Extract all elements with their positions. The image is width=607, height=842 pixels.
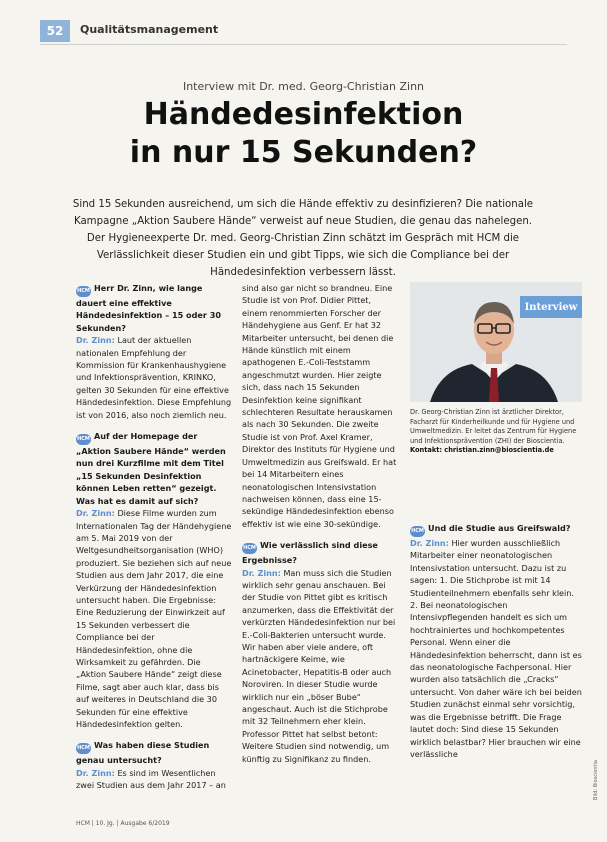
speaker-label: Dr. Zinn:	[410, 538, 449, 548]
title-line-2: in nur 15 Sekunden?	[129, 135, 478, 170]
text-column-2	[242, 282, 397, 774]
speaker-label: Dr. Zinn:	[76, 767, 115, 778]
hcm-question-icon: HCM	[242, 543, 257, 554]
text-column-1	[76, 282, 232, 801]
answer: Dr. Zinn: Laut der aktuellen nationalen Empfehlung der Kommission für Krankenhaushygiene und Infektionsprävention, KRINKO, gelten 30 Sekunden für eine effektive Händedesinfektion. Diese Empfehlung ist von 2016, also noch ziemlich neu.	[76, 335, 232, 420]
answer: Dr. Zinn: Man muss sich die Studien wirklich sehr genau anschauen. Bei der Studie von Pittet gibt es kritisch anzumerken, dass die Effektivität der verkürzten Händedesinfektion nur bei E.-Coli-Bakterien untersucht wurde. Wir haben aber viele andere, oft hartnäckigere Keime, wie Acinetobacter, Hepatitis-B oder auch Noroviren. In dieser Studie wurde wirklich nur ein „böser Bube“ angeschaut. Auch ist die Stichprobe mit 32 Teilnehmern eher klein. Professor Pittet hat selbst betont: Weitere Studien sind notwendig, um künftig zu Signifikanz zu finden.	[242, 567, 396, 764]
question: HCM Auf der Homepage der „Aktion Saubere Hände“ werden nun drei Kurzfilme mit dem Titel „15 Sekunden Desinfektion können Leben retten“ gezeigt. Was hat es damit auf sich?	[76, 431, 226, 506]
speaker-label: Dr. Zinn:	[76, 335, 115, 346]
answer: Dr. Zinn: Hier wurden ausschließlich Mitarbeiter einer neonatologischen Intensivstation untersucht. Dazu ist zu sagen: 1. Die Stichprobe ist mit 14 Studienteilnehmern ebenfalls sehr klein. 2. Bei neonatologischen Intensivpflegenden handelt es sich um hochtrainiertes und hochkompetentes Personal. Wenn einer die Händedesinfektion beherrscht, dann ist es das neonatologische Fachpersonal. Hier wurden also tatsächlich die „Cracks“ untersucht. Von daher wäre ich bei beiden Studien zunächst einmal sehr vorsichtig, was die Ergebnisse betrifft. Die Frage lautet doch: Sind diese 15 Sekunden wirklich belastbar? Hier brauchen wir eine verlässliche	[410, 538, 582, 759]
article-lead: Sind 15 Sekunden ausreichend, um sich die Hände effektiv zu desinfizieren? Die nationale Kampagne „Aktion Saubere Hände“ verweist auf neue Studien, die genau das nahelegen. Der Hygieneexperte Dr. med. Georg-Christian Zinn schätzt im Gespräch mit HCM die Verlässlichkeit dieser Studien ein und gibt Tipps, wie sich die Compliance bei der Händedesinfektion verbessern lässt.	[72, 199, 534, 278]
answer: Dr. Zinn: Es sind im Wesentlichen zwei Studien aus dem Jahr 2017 – an	[76, 767, 226, 791]
hcm-question-icon: HCM	[76, 434, 91, 445]
title-line-1: Händedesinfektion	[143, 97, 464, 132]
header-divider	[40, 44, 567, 45]
question: HCM Herr Dr. Zinn, wie lange dauert eine effektive Händedesinfektion – 15 oder 30 Sekunden?	[76, 283, 221, 333]
text-column-3	[410, 522, 582, 769]
question: HCM Und die Studie aus Greifswald?	[410, 522, 582, 537]
photo-caption: Dr. Georg-Christian Zinn ist ärztlicher Direktor, Facharzt für Kinderheilkunde und für Hygiene und Umweltmedizin. Er leitet das Zentrum für Hygiene und Infektionsprävention (ZHI) der Bioscientia. Kontakt: christian.zinn@bioscientia.de	[410, 408, 577, 454]
speaker-label: Dr. Zinn:	[242, 567, 281, 578]
hcm-question-icon: HCM	[76, 743, 91, 754]
hcm-question-icon: HCM	[410, 526, 425, 537]
section-title: Qualitätsmanagement	[80, 23, 219, 36]
speaker-label: Dr. Zinn:	[76, 508, 115, 519]
answer: Dr. Zinn: Diese Filme wurden zum Internationalen Tag der Händehygiene am 5. Mai 2019 von der Weltgesundheitsorganisation (WHO) produziert. Sie beziehen sich auf neue Studien aus dem Jahr 2017, die eine Verkürzung der Händedesinfektion untersucht haben. Die Ergebnisse: Eine Reduzierung der Einwirkzeit auf 15 Sekunden verbessert die Compliance bei der Händedesinfektion, ohne die Wirksamkeit zu gefährden. Die „Aktion Saubere Hände“ zeigt diese Filme, sagt aber auch klar, dass bis auf weiteres in Deutschland die 30 Sekunden für eine effektive Händedesinfektion gelten.	[76, 508, 232, 729]
article-title	[0, 96, 607, 172]
question: HCM Was haben diese Studien genau untersucht?	[76, 740, 210, 766]
hcm-question-icon: HCM	[76, 286, 91, 297]
photo-credit: Bild: Bioscientia	[593, 760, 599, 800]
contact-line: Kontakt: christian.zinn@bioscientia.de	[410, 446, 554, 454]
article-kicker: Interview mit Dr. med. Georg-Christian Zinn	[182, 80, 425, 93]
page-footer: HCM | 10. Jg. | Ausgabe 6/2019	[76, 820, 170, 827]
page-header	[0, 18, 607, 44]
page-number: 52	[40, 20, 70, 42]
interview-badge: Interview	[520, 296, 582, 318]
question: HCM Wie verlässlich sind diese Ergebnisse?	[242, 540, 378, 566]
answer-continued: sind also gar nicht so brandneu. Eine Studie ist von Prof. Didier Pittet, einem renommierten Forscher der Händehygiene aus Genf. Er hat 32 Mitarbeiter untersucht, bei denen die Hände künstlich mit einem apathogenen E.-Coli-Teststamm angeschmutzt wurden. Hier zeigte sich, dass nach 15 Sekunden Desinfektion keine signifikant schlechteren Resultate herauskamen als nach 30 Sekunden. Die zweite Studie ist von Prof. Axel Kramer, Direktor des Instituts für Hygiene und Umweltmedizin aus Greifswald. Er hat bei 14 Mitarbeitern eines neonatologischen Intensivstation nachweisen können, dass eine 15-sekündige Händedesinfektion ebenso effektiv ist wie eine 30-sekündige.	[242, 283, 397, 529]
portrait-photo	[410, 282, 582, 402]
